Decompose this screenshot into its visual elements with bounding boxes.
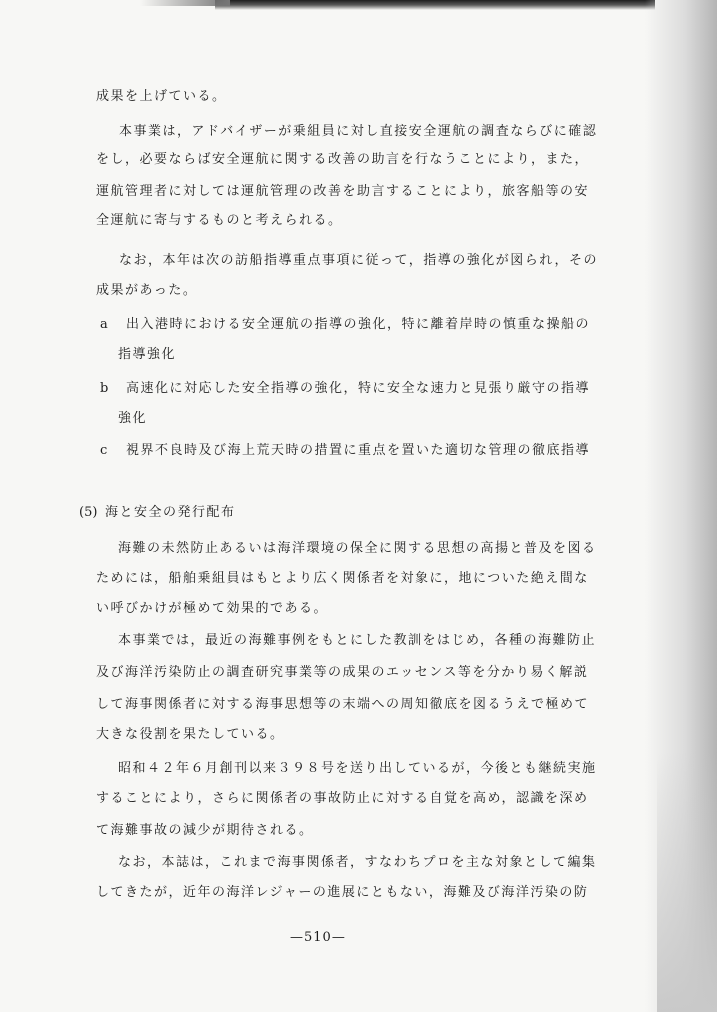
text-line: なお，本誌は，これまで海事関係者，すなわちプロを主な対象として編集 (118, 855, 597, 870)
text-line: 及び海洋汚染防止の調査研究事業等の成果のエッセンス等を分かり易く解説 (96, 665, 589, 680)
text-line: 強化 (118, 411, 148, 426)
section-title: 海と安全の発行配布 (105, 505, 236, 520)
text-line: 運航管理者に対しては運航管理の改善を助言することにより，旅客船等の安 (96, 184, 590, 199)
text-line: 海難の未然防止あるいは海洋環境の保全に関する思想の高揚と普及を図る (118, 541, 597, 556)
text-line: なお，本年は次の訪船指導重点事項に従って，指導の強化が図られ，その (119, 253, 599, 268)
text-line: して海事関係者に対する海事思想等の末端への周知徹底を図るうえで極めて (96, 697, 590, 712)
list-marker: b (100, 381, 109, 396)
text-line: ためには，船舶乗組員はもとより広く関係者を対象に，地についた絶え間な (96, 571, 589, 586)
text-line: 本事業では，最近の海難事例をもとにした教訓をはじめ，各種の海難防止 (118, 633, 596, 648)
list-marker: c (100, 443, 108, 458)
text-line: 成果があった。 (96, 283, 198, 298)
page-number: —510— (290, 930, 346, 945)
text-line: 全運航に寄与するものと考えられる。 (96, 213, 343, 228)
list-item-text: 出入港時における安全運航の指導の強化，特に離着岸時の慎重な操船の (126, 317, 591, 332)
text-line: することにより，さらに関係者の事故防止に対する自覚を高め，認識を深め (96, 791, 589, 806)
text-line: 本事業は，アドバイザーが乗組員に対し直接安全運航の調査ならびに確認 (119, 124, 598, 139)
list-marker: a (100, 317, 108, 332)
text-line: 昭和４２年６月創刊以来３９８号を送り出しているが，今後とも継続実施 (118, 761, 597, 776)
section-number: (5) (79, 505, 98, 520)
text-line: をし，必要ならば安全運航に関する改善の助言を行なうことにより，また， (96, 152, 590, 167)
list-item-c (100, 442, 590, 460)
list-item-text: 高速化に対応した安全指導の強化，特に安全な速力と見張り厳守の指導 (126, 381, 591, 396)
list-item-a (100, 316, 590, 334)
list-item-b (100, 380, 590, 398)
text-line: 大きな役割を果たしている。 (96, 727, 285, 742)
text-line: て海難事故の減少が期待される。 (96, 823, 314, 838)
text-line: してきたが，近年の海洋レジャーの進展にともない，海難及び海洋汚染の防 (96, 885, 589, 900)
text-line: 指導強化 (118, 347, 177, 362)
list-item-text: 視界不良時及び海上荒天時の措置に重点を置いた適切な管理の徹底指導 (126, 443, 591, 458)
section-heading (79, 504, 236, 522)
text-line: い呼びかけが極めて効果的である。 (96, 601, 329, 616)
text-line: 成果を上げている。 (96, 89, 227, 104)
